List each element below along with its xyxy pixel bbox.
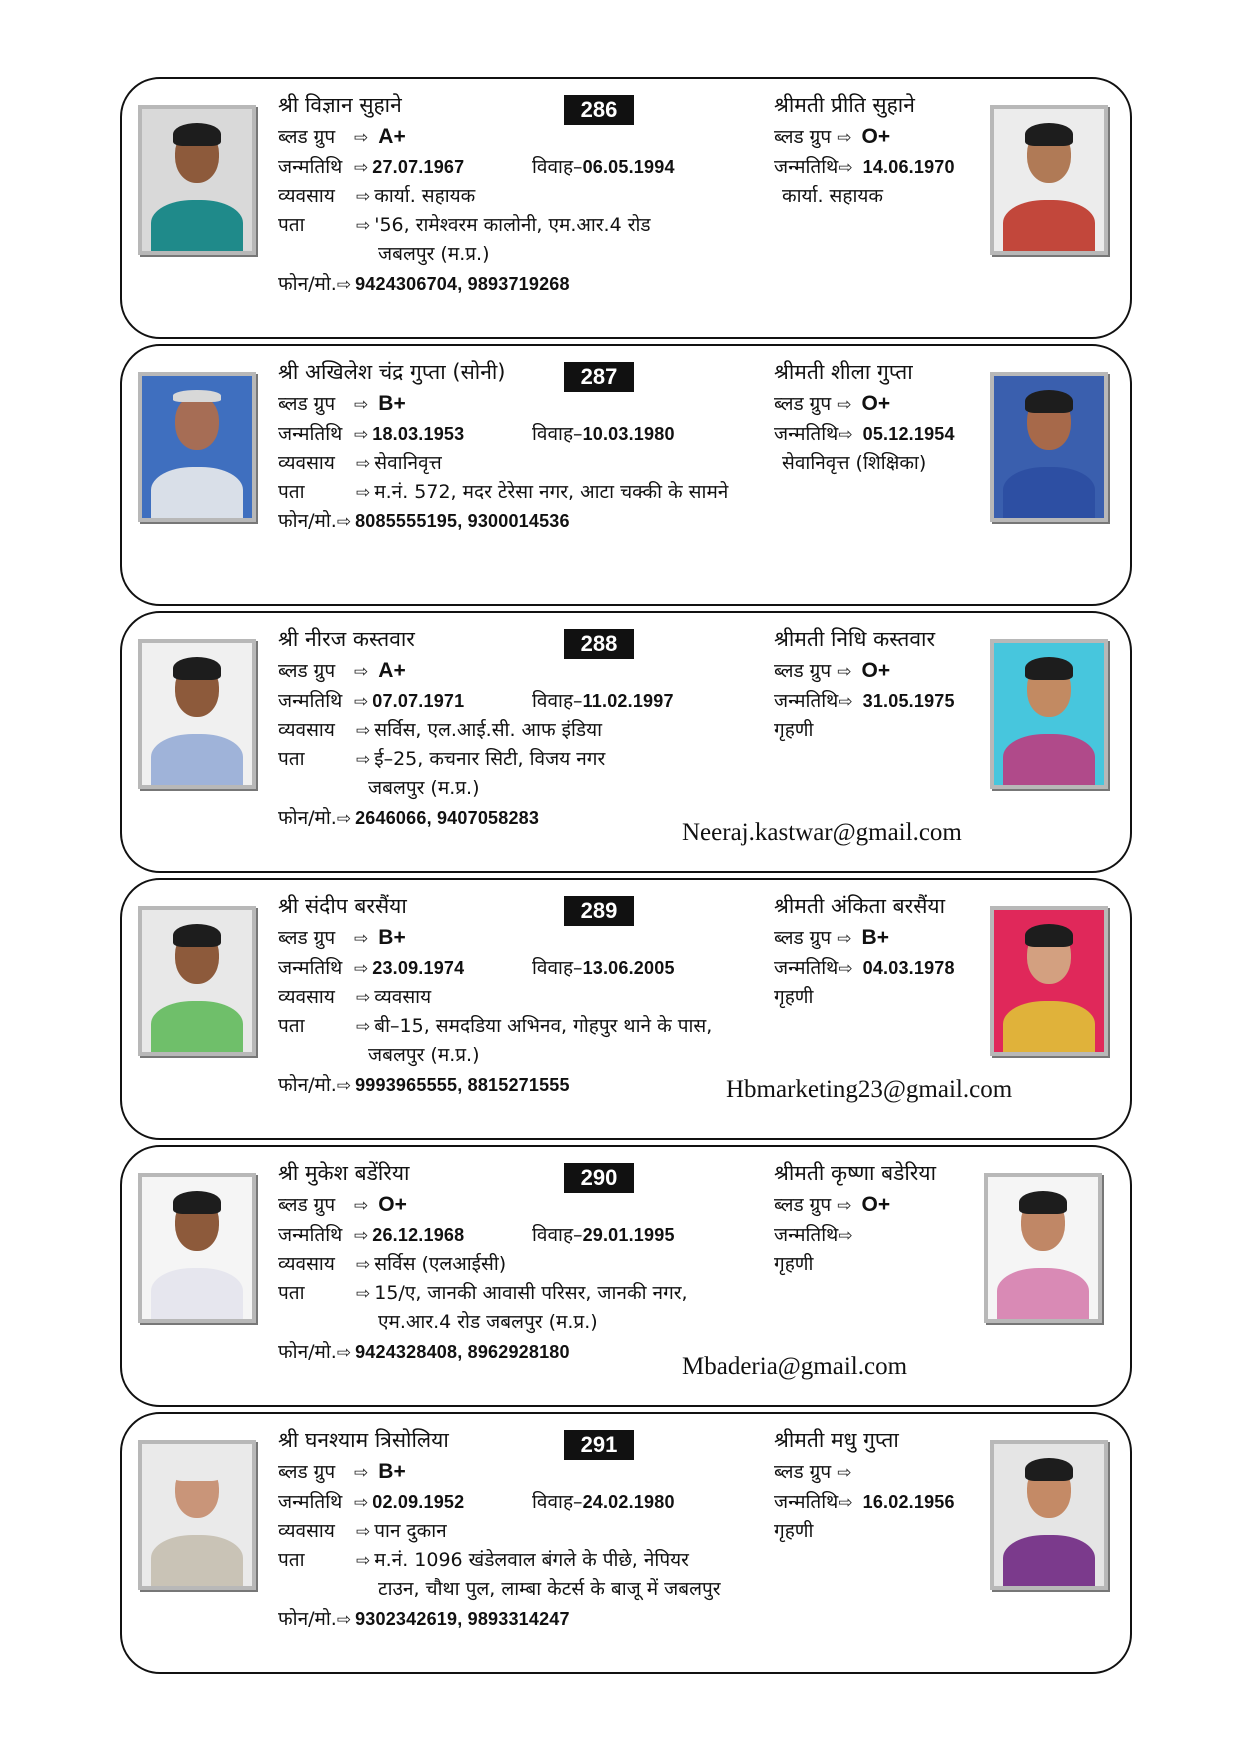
dob-value: 02.09.1952 bbox=[372, 1492, 465, 1512]
arrow-icon: ⇨ bbox=[354, 425, 369, 445]
husband-photo bbox=[138, 906, 256, 1056]
blood-group-label: ब्लड ग्रुप bbox=[278, 1461, 336, 1483]
arrow-icon: ⇨ bbox=[336, 1610, 352, 1630]
blood-group-value: B+ bbox=[378, 926, 406, 949]
wife-dob-row bbox=[774, 689, 955, 714]
arrow-icon: ⇨ bbox=[837, 1463, 852, 1483]
phone-row bbox=[278, 1073, 570, 1098]
member-card bbox=[120, 77, 1132, 339]
wife-blood-group-row bbox=[774, 125, 890, 150]
husband-photo bbox=[138, 639, 256, 789]
dob-label: जन्मतिथि bbox=[774, 957, 839, 979]
blood-group-value: B+ bbox=[861, 926, 889, 949]
phone-label: फोन/मो. bbox=[278, 1608, 337, 1630]
wife-blood-group-row bbox=[774, 1193, 890, 1218]
arrow-icon: ⇨ bbox=[336, 275, 352, 295]
dob-value: 07.07.1971 bbox=[372, 691, 465, 711]
arrow-icon: ⇨ bbox=[356, 454, 371, 474]
husband-occupation-row bbox=[278, 718, 602, 743]
wife-occupation: गृहणी bbox=[774, 1253, 814, 1275]
dob-value: 27.07.1967 bbox=[372, 157, 465, 177]
address-line-1: म.नं. 572, मदर टेरेसा नगर, आटा चक्की के सामने bbox=[374, 481, 729, 503]
address-row bbox=[278, 213, 651, 238]
dob-label: जन्मतिथि bbox=[774, 156, 839, 178]
address-line-2: जबलपुर (म.प्र.) bbox=[368, 777, 480, 799]
blood-group-value: A+ bbox=[378, 659, 406, 682]
arrow-icon: ⇨ bbox=[837, 662, 852, 682]
husband-dob-row bbox=[278, 155, 464, 180]
occupation-value: कार्या. सहायक bbox=[374, 185, 476, 207]
occupation-label: व्यवसाय bbox=[278, 1520, 335, 1542]
dob-value: 18.03.1953 bbox=[372, 424, 465, 444]
marriage-label: विवाह– bbox=[532, 690, 583, 712]
address-label: पता bbox=[278, 214, 305, 236]
wife-dob-row bbox=[774, 422, 955, 447]
arrow-icon: ⇨ bbox=[354, 929, 369, 949]
husband-dob-row bbox=[278, 956, 464, 981]
occupation-value: पान दुकान bbox=[374, 1520, 447, 1542]
wife-blood-group-row bbox=[774, 926, 889, 951]
blood-group-value: O+ bbox=[861, 1193, 891, 1216]
arrow-icon: ⇨ bbox=[838, 425, 853, 445]
arrow-icon: ⇨ bbox=[336, 1076, 352, 1096]
husband-name: श्री घनश्याम त्रिसोलिया bbox=[278, 1428, 449, 1452]
blood-group-label: ब्लड ग्रुप bbox=[774, 393, 832, 415]
marriage-row bbox=[532, 956, 675, 980]
wife-occupation: सेवानिवृत्त (शिक्षिका) bbox=[782, 452, 927, 474]
husband-dob-row bbox=[278, 1490, 464, 1515]
arrow-icon: ⇨ bbox=[354, 1196, 369, 1216]
husband-photo bbox=[138, 1440, 256, 1590]
phone-label: फोन/मो. bbox=[278, 1074, 337, 1096]
husband-blood-group-row bbox=[278, 392, 406, 417]
email-address: Neeraj.kastwar@gmail.com bbox=[682, 819, 962, 846]
occupation-label: व्यवसाय bbox=[278, 719, 335, 741]
husband-dob-row bbox=[278, 422, 464, 447]
occupation-label: व्यवसाय bbox=[278, 1253, 335, 1275]
dob-label: जन्मतिथि bbox=[278, 156, 343, 178]
husband-blood-group-row bbox=[278, 1193, 407, 1218]
wife-name: श्रीमती शीला गुप्ता bbox=[774, 360, 913, 384]
address-row bbox=[278, 1281, 688, 1306]
blood-group-label: ब्लड ग्रुप bbox=[774, 927, 832, 949]
arrow-icon: ⇨ bbox=[838, 1493, 853, 1513]
blood-group-value: B+ bbox=[378, 392, 406, 415]
marriage-row bbox=[532, 689, 674, 713]
wife-occupation: कार्या. सहायक bbox=[782, 185, 883, 207]
blood-group-value: O+ bbox=[861, 125, 891, 148]
husband-photo bbox=[138, 372, 256, 522]
blood-group-value: O+ bbox=[378, 1193, 407, 1216]
marriage-value: 24.02.1980 bbox=[582, 1492, 675, 1512]
wife-dob-row bbox=[774, 956, 955, 981]
arrow-icon: ⇨ bbox=[354, 959, 369, 979]
wife-name: श्रीमती कृष्णा बडेरिया bbox=[774, 1161, 937, 1185]
blood-group-label: ब्लड ग्रुप bbox=[774, 660, 832, 682]
arrow-icon: ⇨ bbox=[838, 1226, 853, 1246]
blood-group-label: ब्लड ग्रुप bbox=[278, 126, 336, 148]
phone-value: 9424306704, 9893719268 bbox=[355, 274, 570, 294]
marriage-label: विवाह– bbox=[532, 957, 583, 979]
address-row bbox=[278, 480, 728, 505]
member-number-badge: 291 bbox=[564, 1430, 634, 1460]
wife-dob-row bbox=[774, 1223, 857, 1248]
wife-photo bbox=[990, 906, 1108, 1056]
marriage-label: विवाह– bbox=[532, 156, 583, 178]
marriage-value: 29.01.1995 bbox=[582, 1225, 675, 1245]
blood-group-label: ब्लड ग्रुप bbox=[774, 126, 832, 148]
dob-value: 05.12.1954 bbox=[862, 424, 955, 444]
arrow-icon: ⇨ bbox=[356, 187, 371, 207]
dob-value: 14.06.1970 bbox=[862, 157, 955, 177]
arrow-icon: ⇨ bbox=[837, 929, 852, 949]
husband-dob-row bbox=[278, 689, 464, 714]
address-row bbox=[278, 1548, 689, 1573]
arrow-icon: ⇨ bbox=[354, 395, 369, 415]
address-label: पता bbox=[278, 481, 305, 503]
arrow-icon: ⇨ bbox=[354, 692, 369, 712]
arrow-icon: ⇨ bbox=[354, 1226, 369, 1246]
wife-photo bbox=[984, 1173, 1102, 1323]
husband-name: श्री नीरज कस्तवार bbox=[278, 627, 415, 651]
marriage-row bbox=[532, 155, 675, 179]
address-row bbox=[278, 1014, 712, 1039]
dob-value: 04.03.1978 bbox=[862, 958, 955, 978]
marriage-label: विवाह– bbox=[532, 1491, 583, 1513]
dob-label: जन्मतिथि bbox=[278, 1491, 343, 1513]
phone-value: 9993965555, 8815271555 bbox=[355, 1075, 570, 1095]
occupation-value: सेवानिवृत्त bbox=[374, 452, 442, 474]
dob-value: 31.05.1975 bbox=[862, 691, 955, 711]
phone-value: 8085555195, 9300014536 bbox=[355, 511, 570, 531]
blood-group-label: ब्लड ग्रुप bbox=[278, 660, 336, 682]
wife-name: श्रीमती अंकिता बरसैंया bbox=[774, 894, 946, 918]
blood-group-value: A+ bbox=[378, 125, 406, 148]
member-number-badge: 290 bbox=[564, 1163, 634, 1193]
husband-photo bbox=[138, 1173, 256, 1323]
husband-name: श्री मुकेश बडेंरिया bbox=[278, 1161, 410, 1185]
arrow-icon: ⇨ bbox=[837, 395, 852, 415]
dob-label: जन्मतिथि bbox=[774, 1224, 839, 1246]
arrow-icon: ⇨ bbox=[356, 1551, 371, 1571]
arrow-icon: ⇨ bbox=[336, 512, 352, 532]
wife-blood-group-row bbox=[774, 659, 890, 684]
wife-dob-row bbox=[774, 155, 955, 180]
phone-label: फोन/मो. bbox=[278, 1341, 337, 1363]
marriage-value: 13.06.2005 bbox=[582, 958, 675, 978]
marriage-label: विवाह– bbox=[532, 1224, 583, 1246]
arrow-icon: ⇨ bbox=[354, 1493, 369, 1513]
phone-row bbox=[278, 272, 570, 297]
address-line-1: बी–15, समदडिया अभिनव, गोहपुर थाने के पास, bbox=[374, 1015, 713, 1037]
blood-group-label: ब्लड ग्रुप bbox=[774, 1194, 832, 1216]
dob-value: 16.02.1956 bbox=[862, 1492, 955, 1512]
husband-occupation-row bbox=[278, 1252, 506, 1277]
marriage-value: 10.03.1980 bbox=[582, 424, 675, 444]
email-address: Mbaderia@gmail.com bbox=[682, 1353, 908, 1380]
email-address: Hbmarketing23@gmail.com bbox=[726, 1076, 1013, 1103]
arrow-icon: ⇨ bbox=[356, 721, 371, 741]
husband-blood-group-row bbox=[278, 125, 406, 150]
arrow-icon: ⇨ bbox=[838, 959, 853, 979]
wife-dob-row bbox=[774, 1490, 955, 1515]
husband-blood-group-row bbox=[278, 659, 406, 684]
phone-row bbox=[278, 1607, 570, 1632]
dob-label: जन्मतिथि bbox=[278, 1224, 343, 1246]
wife-name: श्रीमती निधि कस्तवार bbox=[774, 627, 936, 651]
husband-name: श्री विज्ञान सुहाने bbox=[278, 93, 402, 117]
arrow-icon: ⇨ bbox=[356, 1255, 371, 1275]
marriage-value: 06.05.1994 bbox=[582, 157, 675, 177]
marriage-row bbox=[532, 422, 675, 446]
phone-label: फोन/मो. bbox=[278, 510, 337, 532]
phone-value: 9302342619, 9893314247 bbox=[355, 1609, 570, 1629]
wife-blood-group-row bbox=[774, 392, 890, 417]
address-label: पता bbox=[278, 1282, 305, 1304]
address-line-1: '56, रामेश्वरम कालोनी, एम.आर.4 रोड bbox=[374, 214, 651, 236]
blood-group-label: ब्लड ग्रुप bbox=[278, 1194, 336, 1216]
wife-blood-group-row bbox=[774, 1460, 856, 1485]
wife-photo bbox=[990, 639, 1108, 789]
phone-row bbox=[278, 1340, 570, 1365]
occupation-value: व्यवसाय bbox=[374, 986, 432, 1008]
arrow-icon: ⇨ bbox=[354, 128, 369, 148]
husband-name: श्री संदीप बरसैंया bbox=[278, 894, 407, 918]
arrow-icon: ⇨ bbox=[354, 1463, 369, 1483]
husband-occupation-row bbox=[278, 985, 431, 1010]
phone-label: फोन/मो. bbox=[278, 807, 337, 829]
blood-group-value: O+ bbox=[861, 659, 891, 682]
dob-value: 26.12.1968 bbox=[372, 1225, 465, 1245]
address-line-2: जबलपुर (म.प्र.) bbox=[378, 243, 490, 265]
husband-blood-group-row bbox=[278, 926, 406, 951]
blood-group-value: O+ bbox=[861, 392, 891, 415]
phone-label: फोन/मो. bbox=[278, 273, 337, 295]
dob-label: जन्मतिथि bbox=[774, 1491, 839, 1513]
address-label: पता bbox=[278, 1549, 305, 1571]
blood-group-label: ब्लड ग्रुप bbox=[774, 1461, 832, 1483]
wife-name: श्रीमती मधु गुप्ता bbox=[774, 1428, 899, 1452]
occupation-value: सर्विस, एल.आई.सी. आफ इंडिया bbox=[374, 719, 603, 741]
arrow-icon: ⇨ bbox=[336, 809, 352, 829]
husband-photo bbox=[138, 105, 256, 255]
arrow-icon: ⇨ bbox=[356, 988, 371, 1008]
marriage-row bbox=[532, 1490, 675, 1514]
husband-occupation-row bbox=[278, 1519, 447, 1544]
blood-group-label: ब्लड ग्रुप bbox=[278, 927, 336, 949]
wife-name: श्रीमती प्रीति सुहाने bbox=[774, 93, 915, 117]
arrow-icon: ⇨ bbox=[837, 1196, 852, 1216]
occupation-label: व्यवसाय bbox=[278, 452, 335, 474]
arrow-icon: ⇨ bbox=[354, 158, 369, 178]
occupation-label: व्यवसाय bbox=[278, 185, 335, 207]
arrow-icon: ⇨ bbox=[356, 750, 371, 770]
husband-occupation-row bbox=[278, 451, 442, 476]
member-number-badge: 287 bbox=[564, 362, 634, 392]
member-card bbox=[120, 611, 1132, 873]
phone-value: 9424328408, 8962928180 bbox=[355, 1342, 570, 1362]
phone-value: 2646066, 9407058283 bbox=[355, 808, 540, 828]
wife-occupation: गृहणी bbox=[774, 1520, 814, 1542]
address-line-2: टाउन, चौथा पुल, लाम्बा केटर्स के बाजू में जबलपुर bbox=[378, 1578, 721, 1600]
member-card bbox=[120, 1145, 1132, 1407]
husband-dob-row bbox=[278, 1223, 464, 1248]
husband-occupation-row bbox=[278, 184, 475, 209]
address-line-1: 15/ए, जानकी आवासी परिसर, जानकी नगर, bbox=[374, 1282, 688, 1304]
address-label: पता bbox=[278, 748, 305, 770]
arrow-icon: ⇨ bbox=[356, 1017, 371, 1037]
dob-label: जन्मतिथि bbox=[774, 423, 839, 445]
arrow-icon: ⇨ bbox=[838, 158, 853, 178]
wife-occupation: गृहणी bbox=[774, 986, 814, 1008]
member-number-badge: 288 bbox=[564, 629, 634, 659]
arrow-icon: ⇨ bbox=[356, 1522, 371, 1542]
wife-photo bbox=[990, 105, 1108, 255]
arrow-icon: ⇨ bbox=[837, 128, 852, 148]
dob-value: 23.09.1974 bbox=[372, 958, 465, 978]
arrow-icon: ⇨ bbox=[356, 483, 371, 503]
occupation-value: सर्विस (एलआईसी) bbox=[374, 1253, 507, 1275]
member-card bbox=[120, 1412, 1132, 1674]
dob-label: जन्मतिथि bbox=[278, 690, 343, 712]
arrow-icon: ⇨ bbox=[336, 1343, 352, 1363]
blood-group-label: ब्लड ग्रुप bbox=[278, 393, 336, 415]
address-row bbox=[278, 747, 605, 772]
husband-name: श्री अखिलेश चंद्र गुप्ता (सोनी) bbox=[278, 360, 506, 384]
member-card bbox=[120, 878, 1132, 1140]
address-line-2: एम.आर.4 रोड जबलपुर (म.प्र.) bbox=[378, 1311, 598, 1333]
husband-blood-group-row bbox=[278, 1460, 406, 1485]
arrow-icon: ⇨ bbox=[356, 1284, 371, 1304]
address-line-2: जबलपुर (म.प्र.) bbox=[368, 1044, 480, 1066]
wife-occupation: गृहणी bbox=[774, 719, 814, 741]
phone-row bbox=[278, 509, 570, 534]
blood-group-value: B+ bbox=[378, 1460, 406, 1483]
address-label: पता bbox=[278, 1015, 305, 1037]
address-line-1: म.नं. 1096 खंडेलवाल बंगले के पीछे, नेपियर bbox=[374, 1549, 689, 1571]
member-number-badge: 286 bbox=[564, 95, 634, 125]
wife-photo bbox=[990, 372, 1108, 522]
arrow-icon: ⇨ bbox=[838, 692, 853, 712]
arrow-icon: ⇨ bbox=[356, 216, 371, 236]
marriage-value: 11.02.1997 bbox=[582, 691, 674, 711]
wife-photo bbox=[990, 1440, 1108, 1590]
member-number-badge: 289 bbox=[564, 896, 634, 926]
occupation-label: व्यवसाय bbox=[278, 986, 335, 1008]
address-line-1: ई–25, कचनार सिटी, विजय नगर bbox=[374, 748, 606, 770]
marriage-row bbox=[532, 1223, 675, 1247]
dob-label: जन्मतिथि bbox=[278, 957, 343, 979]
dob-label: जन्मतिथि bbox=[278, 423, 343, 445]
arrow-icon: ⇨ bbox=[354, 662, 369, 682]
dob-label: जन्मतिथि bbox=[774, 690, 839, 712]
member-card bbox=[120, 344, 1132, 606]
phone-row bbox=[278, 806, 539, 831]
marriage-label: विवाह– bbox=[532, 423, 583, 445]
